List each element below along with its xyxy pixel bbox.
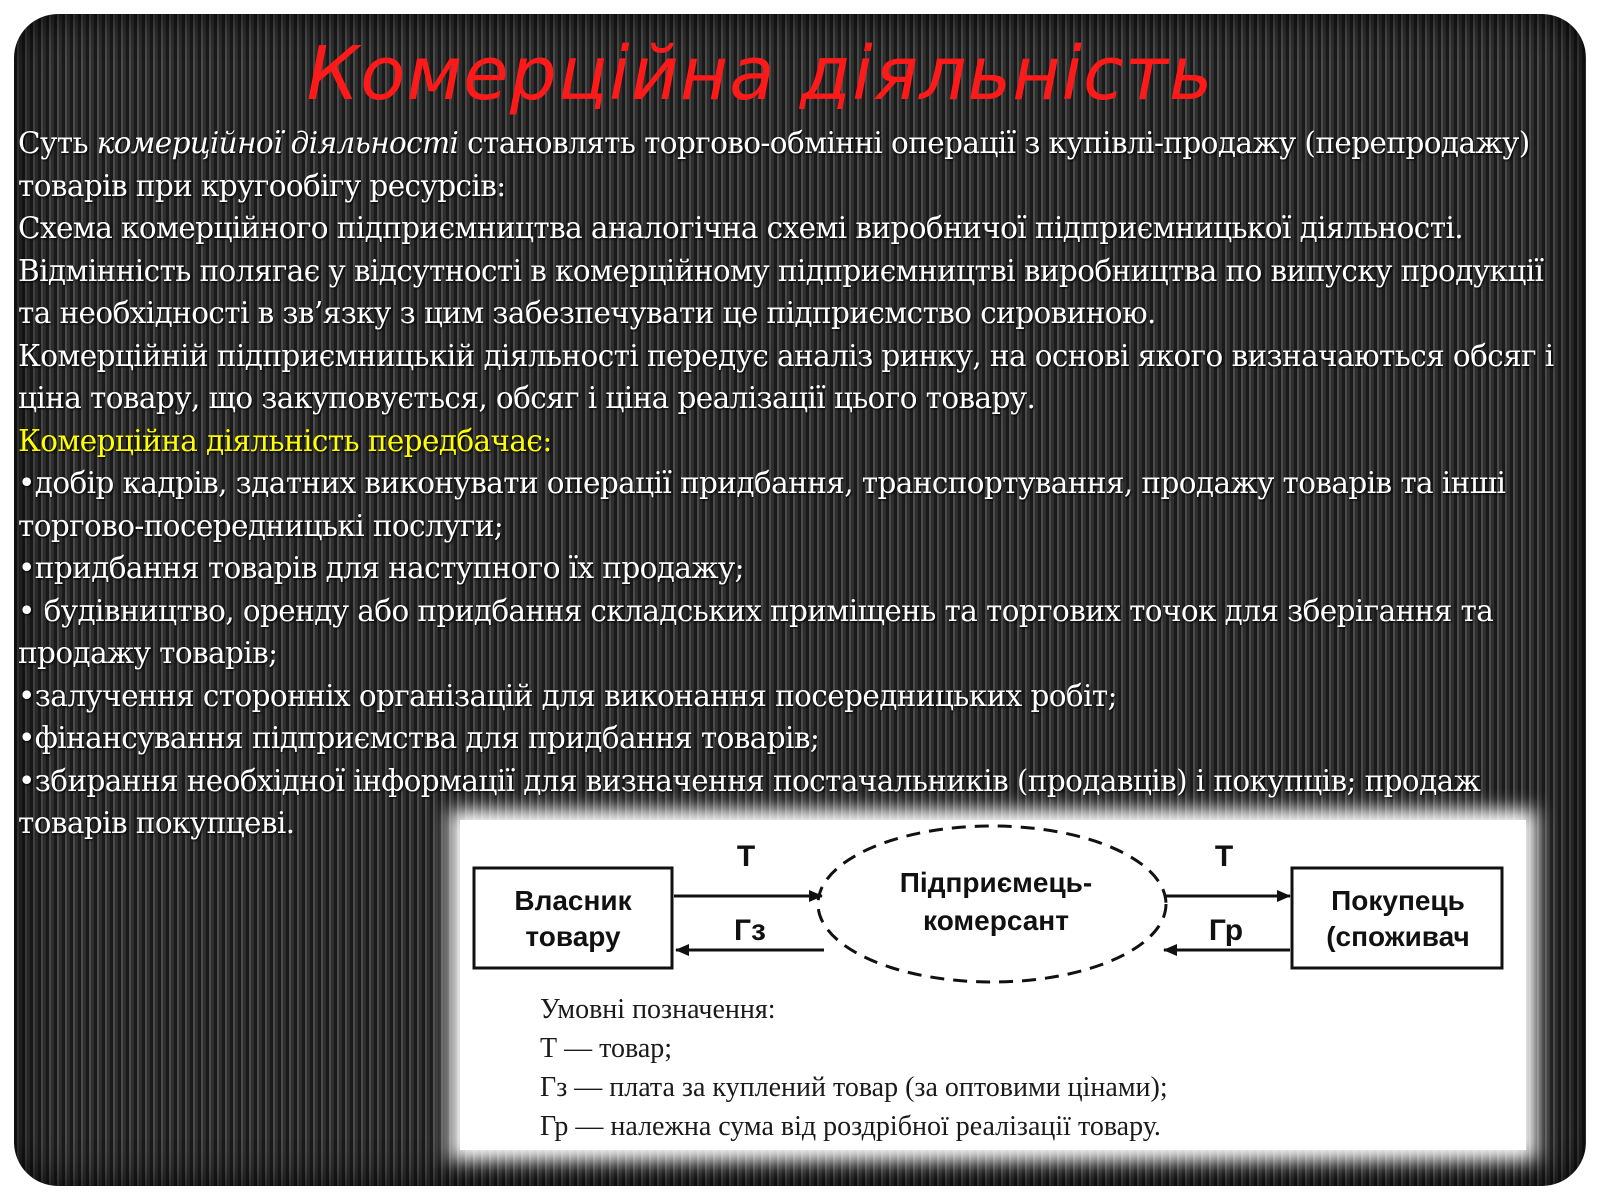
legend-item: Гз — плата за куплений товар (за оптовими цінами); [540,1072,1168,1103]
diagram-legend [540,990,1168,1146]
bullet-item: •збирання необхідної інформації для визначення постачальників (продавців) і покупців; продаж товарів покупцеві. [18,763,1481,840]
entrepreneur-label-line1: Підприємець- [899,867,1093,898]
buyer-label-line1: Покупець [1331,885,1465,916]
scheme-paragraph: Схема комерційного підприємництва аналогічна схемі виробничої підприємницької діяльності. Відмінність полягає у відсутності в комерційному підприємництві виробництва по випуску продукції та необхідності в зв’язку з цим забезпечувати це підприємство сировиною. [18,211,1544,330]
slide-body [18,122,1568,845]
bullet-item: •фінансування підприємства для придбання товарів; [18,721,820,755]
bullet-item: •добір кадрів, здатних виконувати операції придбання, транспортування, продажу товарів та інші торгово-посередницькі послуги; [18,466,1506,543]
commerce-diagram [460,820,1526,1150]
bullet-item: • будівництво, оренду або придбання складських приміщень та торгових точок для зберігання та продажу товарів; [18,593,1494,670]
intro-text-end: становлять торгово-обмінні операції з купівлі-продажу (перепродажу) товарів при кругообігу ресурсів: [18,126,1530,203]
analysis-paragraph: Комерційній підприємницькій діяльності передує аналіз ринку, на основі якого визначаються обсяг і ціна товару, що закуповується, обсяг і ціна реалізації цього товару. [18,338,1554,415]
buyer-box [1292,868,1502,968]
left-goods-label: Т [736,840,756,873]
left-payment-label: Гз [734,914,766,947]
owner-box [474,868,672,968]
bullet-item: •залучення сторонніх організацій для виконання посередницьких робіт; [18,678,1117,713]
legend-item: Гр — належна сума від роздрібної реалізації товару. [540,1111,1161,1142]
intro-text-start: Суть [18,126,97,160]
owner-label-line2: товару [525,921,621,952]
highlight-heading: Комерційна діяльність передбачає: [18,423,552,458]
owner-label-line1: Власник [514,885,632,916]
right-payment-label: Гр [1208,914,1244,947]
intro-paragraph [18,122,1568,207]
buyer-label-line2: (споживач [1326,921,1470,952]
slide [14,14,1586,1186]
legend-item: Т — товар; [540,1033,673,1064]
right-goods-label: Т [1214,840,1234,873]
entrepreneur-ellipse [818,826,1166,982]
slide-title: Комерційна діяльність [306,31,1214,117]
legend-title: Умовні позначення: [540,994,776,1025]
entrepreneur-label-line2: комерсант [923,905,1069,936]
bullet-item: •придбання товарів для наступного їх продажу; [18,551,744,585]
intro-italic-term: комерційної діяльності [96,126,459,160]
